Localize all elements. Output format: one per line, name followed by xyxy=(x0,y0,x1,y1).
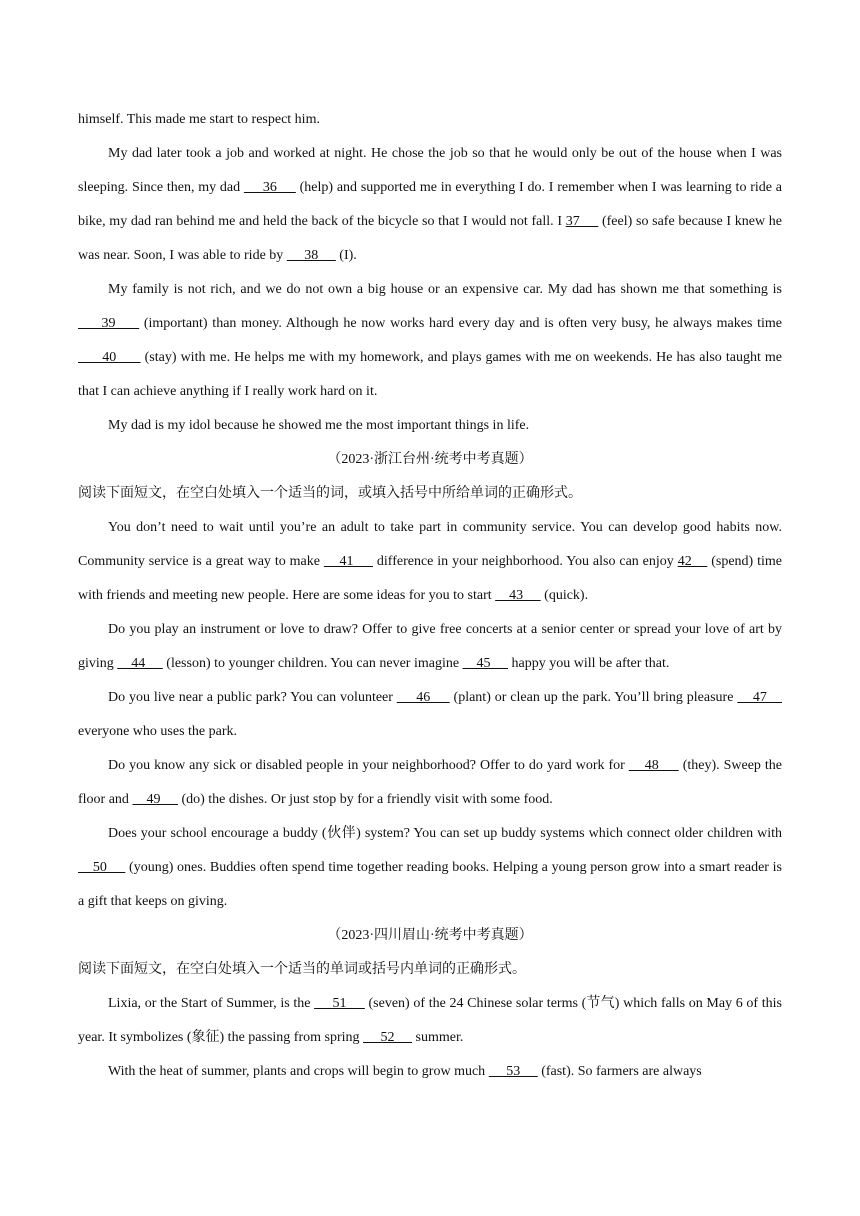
paragraph xyxy=(78,273,782,409)
text-run: (important) than money. Although he now works hard every day and is often very busy, he always makes time xyxy=(139,316,783,331)
answer-blank[interactable]: 40 xyxy=(78,350,141,365)
answer-blank[interactable]: 44 xyxy=(117,656,163,671)
text-run: 阅读下面短文，在空白处填入一个适当的词，或填入括号中所给单词的正确形式。 xyxy=(78,486,582,501)
text-run: (they). Sweep the floor and xyxy=(78,758,783,807)
instruction-line xyxy=(78,953,782,987)
text-run: (young) ones. Buddies often spend time together reading books. Helping a young person grow into a smart reader is a gift that keeps on giving. xyxy=(78,860,782,909)
answer-blank[interactable]: 43 xyxy=(495,588,541,603)
text-run: （2023·四川眉山·统考中考真题） xyxy=(327,928,533,943)
paragraph xyxy=(78,817,782,919)
answer-blank[interactable]: 51 xyxy=(314,996,365,1011)
text-run: (stay) with me. He helps me with my homework, and plays games with me on weekends. He has also taught me that I can achieve anything if I really work hard on it. xyxy=(78,350,782,399)
answer-blank[interactable]: 36 xyxy=(243,180,296,195)
answer-blank[interactable]: 49 xyxy=(132,792,178,807)
text-run: With the heat of summer, plants and crops will begin to grow much xyxy=(108,1064,489,1079)
paragraph xyxy=(78,681,782,749)
text-run: Do you live near a public park? You can volunteer xyxy=(108,690,397,705)
paragraph xyxy=(78,511,782,613)
answer-blank[interactable]: 52 xyxy=(363,1030,413,1045)
text-run: Lixia, or the Start of Summer, is the xyxy=(108,996,315,1011)
text-run: （2023·浙江台州·统考中考真题） xyxy=(327,452,533,467)
text-run: (fast). So farmers are always xyxy=(537,1064,702,1079)
text-run: (plant) or clean up the park. You’ll bring pleasure xyxy=(449,690,738,705)
text-run: summer. xyxy=(412,1030,464,1045)
answer-blank[interactable]: 38 xyxy=(286,248,336,263)
text-run: (lesson) to younger children. You can never imagine xyxy=(162,656,463,671)
text-run: (I). xyxy=(335,248,357,263)
text-run: happy you will be after that. xyxy=(508,656,670,671)
source-citation xyxy=(78,919,782,953)
text-run: (seven) of the 24 Chinese solar terms (节气) which falls on May 6 of this year. It symbolizes (象征) the passing from spring xyxy=(78,996,782,1045)
answer-blank[interactable]: 37 xyxy=(565,214,599,229)
text-run: My family is not rich, and we do not own a big house or an expensive car. My dad has shown me that something is xyxy=(108,282,782,297)
paragraph xyxy=(78,613,782,681)
answer-blank[interactable]: 47 xyxy=(737,690,782,705)
text-run: Do you play an instrument or love to draw? Offer to give free concerts at a senior center or spread your love of art by giving xyxy=(78,622,782,671)
text-run: (do) the dishes. Or just stop by for a friendly visit with some food. xyxy=(177,792,553,807)
text-run: difference in your neighborhood. You also can enjoy xyxy=(372,554,678,569)
paragraph xyxy=(78,749,782,817)
text-run: himself. This made me start to respect him. xyxy=(78,112,320,127)
paragraph xyxy=(78,137,782,273)
instruction-line xyxy=(78,477,782,511)
text-run: Does your school encourage a buddy (伙伴) system? You can set up buddy systems which connect older children with xyxy=(108,826,782,841)
text-run: (help) and supported me in everything I do. I remember when I was learning to ride a bike, my dad ran behind me and held the back of the bicycle so that I would not fall. I xyxy=(78,180,783,229)
text-run: everyone who uses the park. xyxy=(78,724,238,739)
text-run: Do you know any sick or disabled people in your neighborhood? Offer to do yard work for xyxy=(108,758,629,773)
answer-blank[interactable]: 45 xyxy=(462,656,509,671)
answer-blank[interactable]: 46 xyxy=(396,690,450,705)
text-run: (feel) so safe because I knew he was near. Soon, I was able to ride by xyxy=(78,214,783,263)
paragraph xyxy=(78,1055,782,1089)
text-run: My dad is my idol because he showed me the most important things in life. xyxy=(108,418,530,433)
answer-blank[interactable]: 42 xyxy=(677,554,708,569)
document-page xyxy=(78,103,782,1089)
text-run: My dad later took a job and worked at night. He chose the job so that he would only be out of the house when I was sleeping. Since then, my dad xyxy=(78,146,782,195)
answer-blank[interactable]: 48 xyxy=(628,758,679,773)
paragraph xyxy=(78,987,782,1055)
text-run: (spend) time with friends and meeting new people. Here are some ideas for you to start xyxy=(78,554,783,603)
answer-blank[interactable]: 50 xyxy=(78,860,126,875)
paragraph xyxy=(78,409,782,443)
text-run: (quick). xyxy=(540,588,589,603)
paragraph xyxy=(78,103,782,137)
answer-blank[interactable]: 53 xyxy=(488,1064,538,1079)
answer-blank[interactable]: 39 xyxy=(78,316,140,331)
text-run: You don’t need to wait until you’re an adult to take part in community service. You can develop good habits now. Community service is a great way to make xyxy=(78,520,782,569)
text-run: 阅读下面短文，在空白处填入一个适当的单词或括号内单词的正确形式。 xyxy=(78,962,526,977)
answer-blank[interactable]: 41 xyxy=(323,554,373,569)
source-citation xyxy=(78,443,782,477)
